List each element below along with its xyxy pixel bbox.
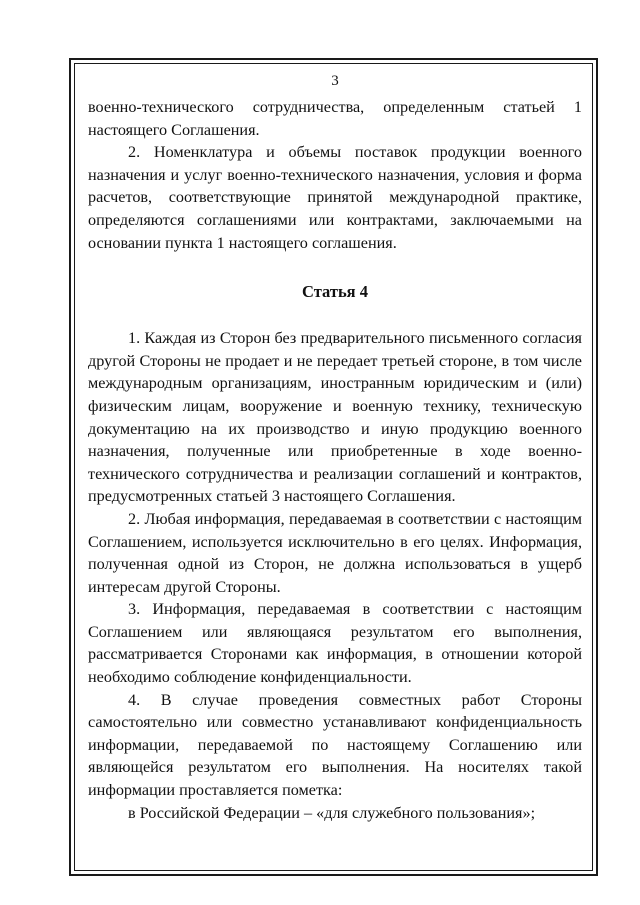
article-paragraph-5: в Российской Федерации – «для служебного пользования»;: [128, 803, 536, 822]
article-paragraph-3: 3. Информация, передаваемая в соответствии с настоящим Соглашением или являющаяся результатом его выполнения, рассматривается Сторонами как информация, в отношении которой необходимо соблюдение конфиденциальности.: [88, 600, 582, 687]
paragraph-continuation: военно-технического сотрудничества, определенным статьей 1 настоящего Соглашения.: [88, 98, 582, 139]
article-paragraph-4: 4. В случае проведения совместных работ Стороны самостоятельно или совместно устанавливают конфиденциальность информации, передаваемой по настоящему Соглашению или являющейся результатом его выполнения. На носителях такой информации проставляется пометка:: [88, 690, 582, 800]
article-paragraph-1: 1. Каждая из Сторон без предварительного письменного согласия другой Стороны не продает и не передает третьей стороне, в том числе международным организациям, иностранным юридическим и (или) физическим лицам, вооружение и военную технику, техническую документацию на их производство и иную продукцию военного назначения, полученные или приобретенные в ходе военно-технического сотрудничества и реализации соглашений и контрактов, предусмотренных статьей 3 настоящего Соглашения.: [88, 329, 582, 506]
page-number: 3: [331, 73, 339, 89]
document-body: [88, 72, 582, 824]
article-paragraph-2: 2. Любая информация, передаваемая в соответствии с настоящим Соглашением, используется исключительно в его целях. Информация, полученная одной из Сторон, не должна использоваться в ущерб интересам другой Стороны.: [88, 509, 582, 596]
article-title: Статья 4: [302, 282, 368, 302]
paragraph-item-2: 2. Номенклатура и объемы поставок продукции военного назначения и услуг военно-технического назначения, условия и форма расчетов, соответствующие принятой международной практике, определяются соглашениями или контрактами, заключаемыми на основании пункта 1 настоящего соглашения.: [88, 143, 582, 252]
